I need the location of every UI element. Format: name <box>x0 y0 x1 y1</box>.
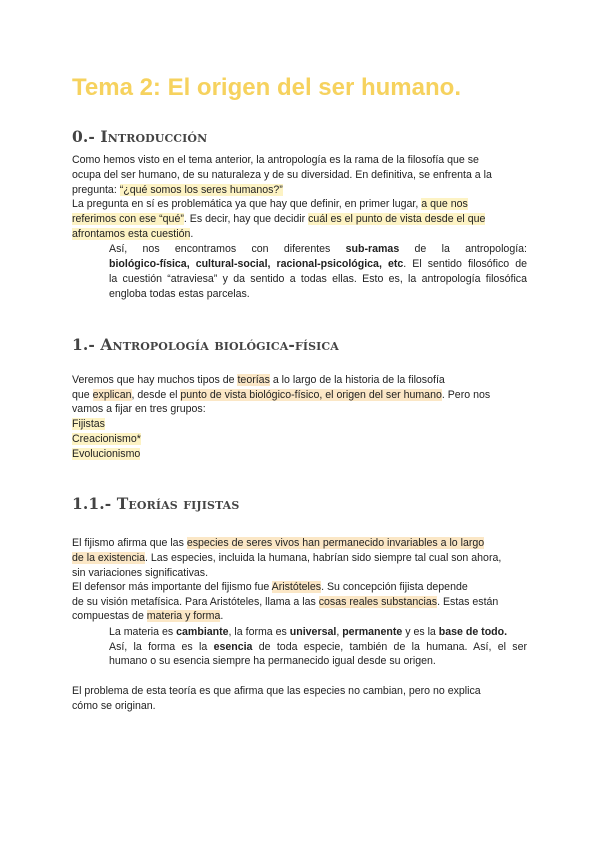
text-line: ocupa del ser humano, de su naturaleza y de su diversidad. En definitiva, se enfrenta a la <box>72 169 492 181</box>
text-span: . Es decir, hay que decidir <box>183 213 309 225</box>
text-line <box>72 183 283 197</box>
highlighted-question: “¿qué somos los seres humanos?” <box>119 184 283 196</box>
text-span: . <box>190 228 194 240</box>
text-span: , <box>336 626 343 638</box>
bold-term: sub-ramas <box>345 243 400 255</box>
text-line <box>72 227 193 241</box>
text-line <box>72 388 490 402</box>
text-line <box>72 536 484 550</box>
bold-term: base de todo. <box>438 626 508 638</box>
group-item <box>72 417 105 431</box>
highlight: materia y forma <box>146 610 221 622</box>
text-span: . Su concepción fijista depende <box>321 581 468 593</box>
bold-term: permanente <box>342 626 403 638</box>
indented-line <box>109 242 527 256</box>
group-item <box>72 432 141 446</box>
text-span: . Estas están <box>437 596 499 608</box>
text-span: que <box>72 389 93 401</box>
highlight: punto de vista biológico-físico, el origen del ser humano <box>180 389 442 401</box>
text-span: El fijismo afirma que las <box>72 537 187 549</box>
heading-teorias-fijistas: 1.1.- Teorías fijistas <box>72 494 240 513</box>
text-line <box>72 212 485 226</box>
text-line: El problema de esta teoría es que afirma que las especies no cambian, pero no explica <box>72 685 481 697</box>
text-span: , la forma es <box>228 626 290 638</box>
text-span: de toda especie, también de la humana. Así, el ser <box>252 641 527 653</box>
heading-introduccion: 0.- Introducción <box>72 127 208 146</box>
text-line: cómo se originan. <box>72 700 156 712</box>
text-line <box>72 609 223 623</box>
highlight: Evolucionismo <box>72 448 141 460</box>
highlight: Fijistas <box>72 418 105 430</box>
text-span: de su visión metafísica. Para Aristóteles, llama a las <box>72 596 319 608</box>
indented-line: la cuestión “atraviesa” y da sentido a todas ellas. Esto es, la antropología filosófica <box>109 273 527 285</box>
highlight: a que nos <box>421 198 468 210</box>
bold-term: cambiante <box>176 626 229 638</box>
text-line <box>72 551 501 565</box>
bold-term: biológico-física, cultural-social, racional-psicológica, etc <box>109 258 404 270</box>
indented-line <box>109 625 507 639</box>
highlight: Creacionismo* <box>72 433 141 445</box>
text-line <box>72 595 498 609</box>
highlight: especies de seres vivos han permanecido invariables a lo largo <box>186 537 485 549</box>
highlight: teorías <box>237 374 270 386</box>
text-span: y es la <box>402 626 439 638</box>
text-span: , desde el <box>131 389 181 401</box>
text-line <box>72 197 468 211</box>
text-span: . Las especies, incluida la humana, habrían sido siempre tal cual son ahora, <box>145 552 502 564</box>
text-line <box>72 580 468 594</box>
indented-line <box>109 257 527 271</box>
text-span: pregunta: <box>72 184 120 196</box>
text-line: sin variaciones significativas. <box>72 567 209 579</box>
text-span: a lo largo de la historia de la filosofía <box>269 374 445 386</box>
text-span: compuestas de <box>72 610 147 622</box>
text-line: vamos a fijar en tres grupos: <box>72 403 206 415</box>
text-span: . <box>220 610 224 622</box>
text-span: . El sentido filosófico de <box>403 258 527 270</box>
highlight: Aristóteles <box>271 581 322 593</box>
text-span: de la antropología: <box>399 243 527 255</box>
indented-line: humano o su esencia siempre ha permanecido igual desde su origen. <box>109 655 436 667</box>
text-span: . Pero nos <box>441 389 491 401</box>
text-line <box>72 373 445 387</box>
group-item <box>72 447 140 461</box>
bold-term: universal <box>289 626 337 638</box>
text-span: Así, la forma es la <box>109 641 214 653</box>
text-line: Como hemos visto en el tema anterior, la antropología es la rama de la filosofía que se <box>72 154 479 166</box>
indented-line <box>109 640 527 654</box>
text-span: Así, nos encontramos con diferentes <box>109 243 346 255</box>
text-span: Veremos que hay muchos tipos de <box>72 374 238 386</box>
highlight: explican <box>92 389 132 401</box>
highlight: referimos con ese “qué” <box>72 213 184 225</box>
highlight: cosas reales substancias <box>318 596 438 608</box>
bold-term: esencia <box>213 641 253 653</box>
highlight: cuál es el punto de vista desde el que <box>308 213 486 225</box>
heading-antropologia-biologica: 1.- Antropología biológica-física <box>72 335 339 354</box>
highlight: afrontamos esta cuestión <box>72 228 191 240</box>
text-span: La pregunta en sí es problemática ya que hay que definir, en primer lugar, <box>72 198 422 210</box>
text-span: La materia es <box>109 626 177 638</box>
page-title: Tema 2: El origen del ser humano. <box>72 74 461 101</box>
text-span: El defensor más importante del fijismo fue <box>72 581 272 593</box>
indented-line: engloba todas estas parcelas. <box>109 288 250 300</box>
highlight: de la existencia <box>72 552 146 564</box>
